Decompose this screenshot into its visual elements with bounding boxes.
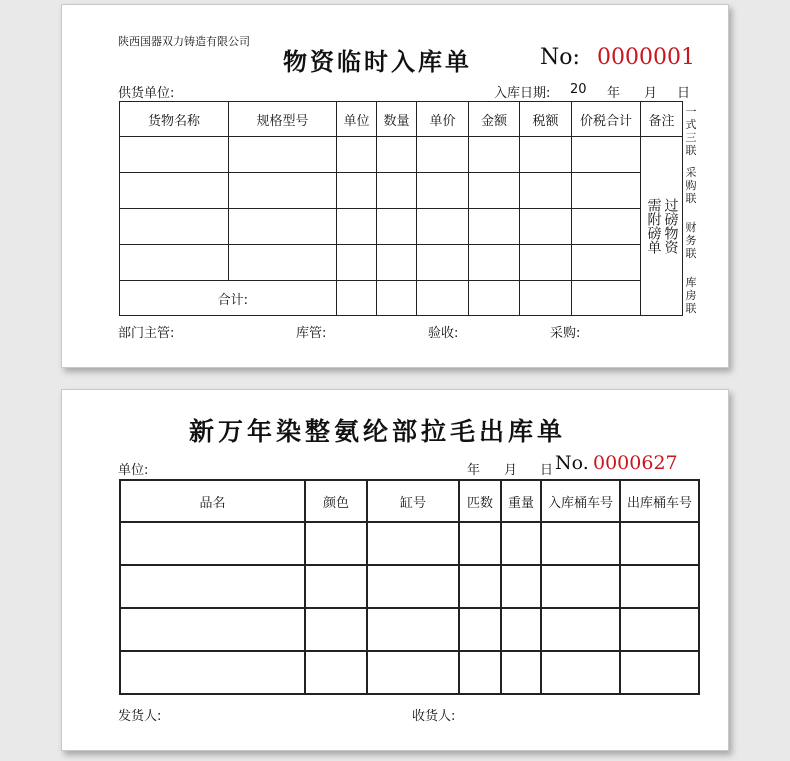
table-cell[interactable]: [377, 209, 417, 245]
table-cell[interactable]: [469, 173, 520, 209]
table-cell[interactable]: [520, 137, 572, 173]
table-cell[interactable]: [572, 137, 641, 173]
table-cell[interactable]: [459, 608, 501, 651]
table-cell[interactable]: [572, 173, 641, 209]
column-header: 金额: [469, 102, 520, 137]
inspector-label: 验收:: [428, 326, 459, 341]
column-header: 品名: [120, 480, 305, 522]
entry-date-label: 入库日期:: [494, 86, 551, 101]
table-cell[interactable]: [229, 209, 337, 245]
total-label: 合计:: [120, 281, 337, 316]
serial-number: 0000627: [593, 452, 678, 474]
table-row: [120, 209, 683, 245]
table-cell[interactable]: [305, 522, 367, 565]
column-header: 备注: [641, 102, 683, 137]
table-cell[interactable]: [520, 245, 572, 281]
table-cell[interactable]: [469, 281, 520, 316]
table-cell[interactable]: [367, 522, 459, 565]
table-cell[interactable]: [459, 565, 501, 608]
table-cell[interactable]: [417, 173, 469, 209]
table-cell[interactable]: [572, 245, 641, 281]
column-header: 数量: [377, 102, 417, 137]
year-label: 年: [607, 86, 621, 101]
table-cell[interactable]: [541, 608, 620, 651]
column-header: 规格型号: [229, 102, 337, 137]
warehouse-receipt-form: [61, 4, 729, 368]
table-cell[interactable]: [229, 245, 337, 281]
table-cell[interactable]: [367, 608, 459, 651]
table-cell[interactable]: [337, 209, 377, 245]
table-cell[interactable]: [501, 608, 541, 651]
column-header: 重量: [501, 480, 541, 522]
table-cell[interactable]: [120, 173, 229, 209]
table-cell[interactable]: [541, 651, 620, 694]
column-header: 缸号: [367, 480, 459, 522]
receipt-table: [119, 101, 683, 316]
table-cell[interactable]: [305, 565, 367, 608]
column-header: 单价: [417, 102, 469, 137]
table-cell[interactable]: [520, 173, 572, 209]
table-cell[interactable]: [337, 281, 377, 316]
column-header: 货物名称: [120, 102, 229, 137]
table-cell[interactable]: [120, 209, 229, 245]
serial-number-label: No:: [540, 45, 580, 70]
table-cell[interactable]: [620, 522, 699, 565]
table-cell[interactable]: [501, 565, 541, 608]
table-row: [120, 522, 699, 565]
copy-purchasing: 采购联: [685, 166, 697, 205]
table-cell[interactable]: [501, 651, 541, 694]
entry-date-year: 20: [570, 82, 587, 97]
table-cell[interactable]: [120, 137, 229, 173]
table-cell[interactable]: [120, 245, 229, 281]
table-row: [120, 651, 699, 694]
weighing-note: 过磅物资需附磅单: [645, 198, 679, 254]
supplier-label: 供货单位:: [118, 86, 175, 101]
day-label: 日: [677, 86, 691, 101]
form-title: 新万年染整氨纶部拉毛出库单: [189, 417, 567, 446]
dispatch-table: [119, 479, 700, 695]
column-header: 入库桶车号: [541, 480, 620, 522]
table-cell[interactable]: [377, 281, 417, 316]
table-cell[interactable]: [377, 137, 417, 173]
column-header: 价税合计: [572, 102, 641, 137]
day-label: 日: [540, 463, 554, 478]
table-cell[interactable]: [417, 209, 469, 245]
table-cell[interactable]: [337, 137, 377, 173]
serial-number-label: No.: [555, 452, 589, 474]
table-cell[interactable]: [469, 137, 520, 173]
remarks-cell: [641, 137, 683, 316]
column-header: 出库桶车号: [620, 480, 699, 522]
table-cell[interactable]: [459, 651, 501, 694]
table-cell[interactable]: [367, 565, 459, 608]
form-title: 物资临时入库单: [283, 47, 472, 76]
table-row: [120, 565, 699, 608]
table-cell[interactable]: [417, 245, 469, 281]
table-cell[interactable]: [337, 173, 377, 209]
copy-warehouse: 库房联: [685, 276, 697, 315]
column-header: 颜色: [305, 480, 367, 522]
table-cell[interactable]: [377, 173, 417, 209]
table-cell[interactable]: [541, 565, 620, 608]
table-cell[interactable]: [417, 137, 469, 173]
table-cell[interactable]: [459, 522, 501, 565]
copy-note-triplicate: 一式三联: [685, 105, 697, 157]
table-cell[interactable]: [541, 522, 620, 565]
table-cell[interactable]: [305, 608, 367, 651]
table-cell[interactable]: [520, 209, 572, 245]
receiver-label: 收货人:: [412, 709, 456, 724]
month-label: 月: [504, 463, 518, 478]
table-row: [120, 608, 699, 651]
column-header: 单位: [337, 102, 377, 137]
table-cell[interactable]: [501, 522, 541, 565]
table-cell[interactable]: [120, 608, 305, 651]
table-cell[interactable]: [469, 245, 520, 281]
table-cell[interactable]: [520, 281, 572, 316]
department-head-label: 部门主管:: [118, 326, 175, 341]
serial-number: 0000001: [597, 45, 695, 70]
dispatch-form: [61, 389, 729, 751]
month-label: 月: [644, 86, 658, 101]
table-cell[interactable]: [305, 651, 367, 694]
table-cell[interactable]: [572, 281, 641, 316]
table-cell[interactable]: [120, 651, 305, 694]
storekeeper-label: 库管:: [296, 326, 327, 341]
table-cell[interactable]: [367, 651, 459, 694]
table-row: [120, 245, 683, 281]
purchaser-label: 采购:: [550, 326, 581, 341]
table-cell[interactable]: [120, 565, 305, 608]
total-row: [120, 281, 683, 316]
table-cell[interactable]: [417, 281, 469, 316]
table-cell[interactable]: [572, 209, 641, 245]
year-label: 年: [467, 463, 481, 478]
table-cell[interactable]: [469, 209, 520, 245]
company-name: 陕西国器双力铸造有限公司: [118, 35, 250, 48]
table-cell[interactable]: [620, 651, 699, 694]
unit-label: 单位:: [118, 463, 149, 478]
column-header: 税额: [520, 102, 572, 137]
table-row: [120, 137, 683, 173]
table-cell[interactable]: [620, 608, 699, 651]
table-cell[interactable]: [229, 173, 337, 209]
table-cell[interactable]: [337, 245, 377, 281]
table-row: [120, 173, 683, 209]
shipper-label: 发货人:: [118, 709, 162, 724]
table-cell[interactable]: [120, 522, 305, 565]
table-cell[interactable]: [620, 565, 699, 608]
copy-finance: 财务联: [685, 221, 697, 260]
column-header: 匹数: [459, 480, 501, 522]
table-cell[interactable]: [229, 137, 337, 173]
table-cell[interactable]: [377, 245, 417, 281]
